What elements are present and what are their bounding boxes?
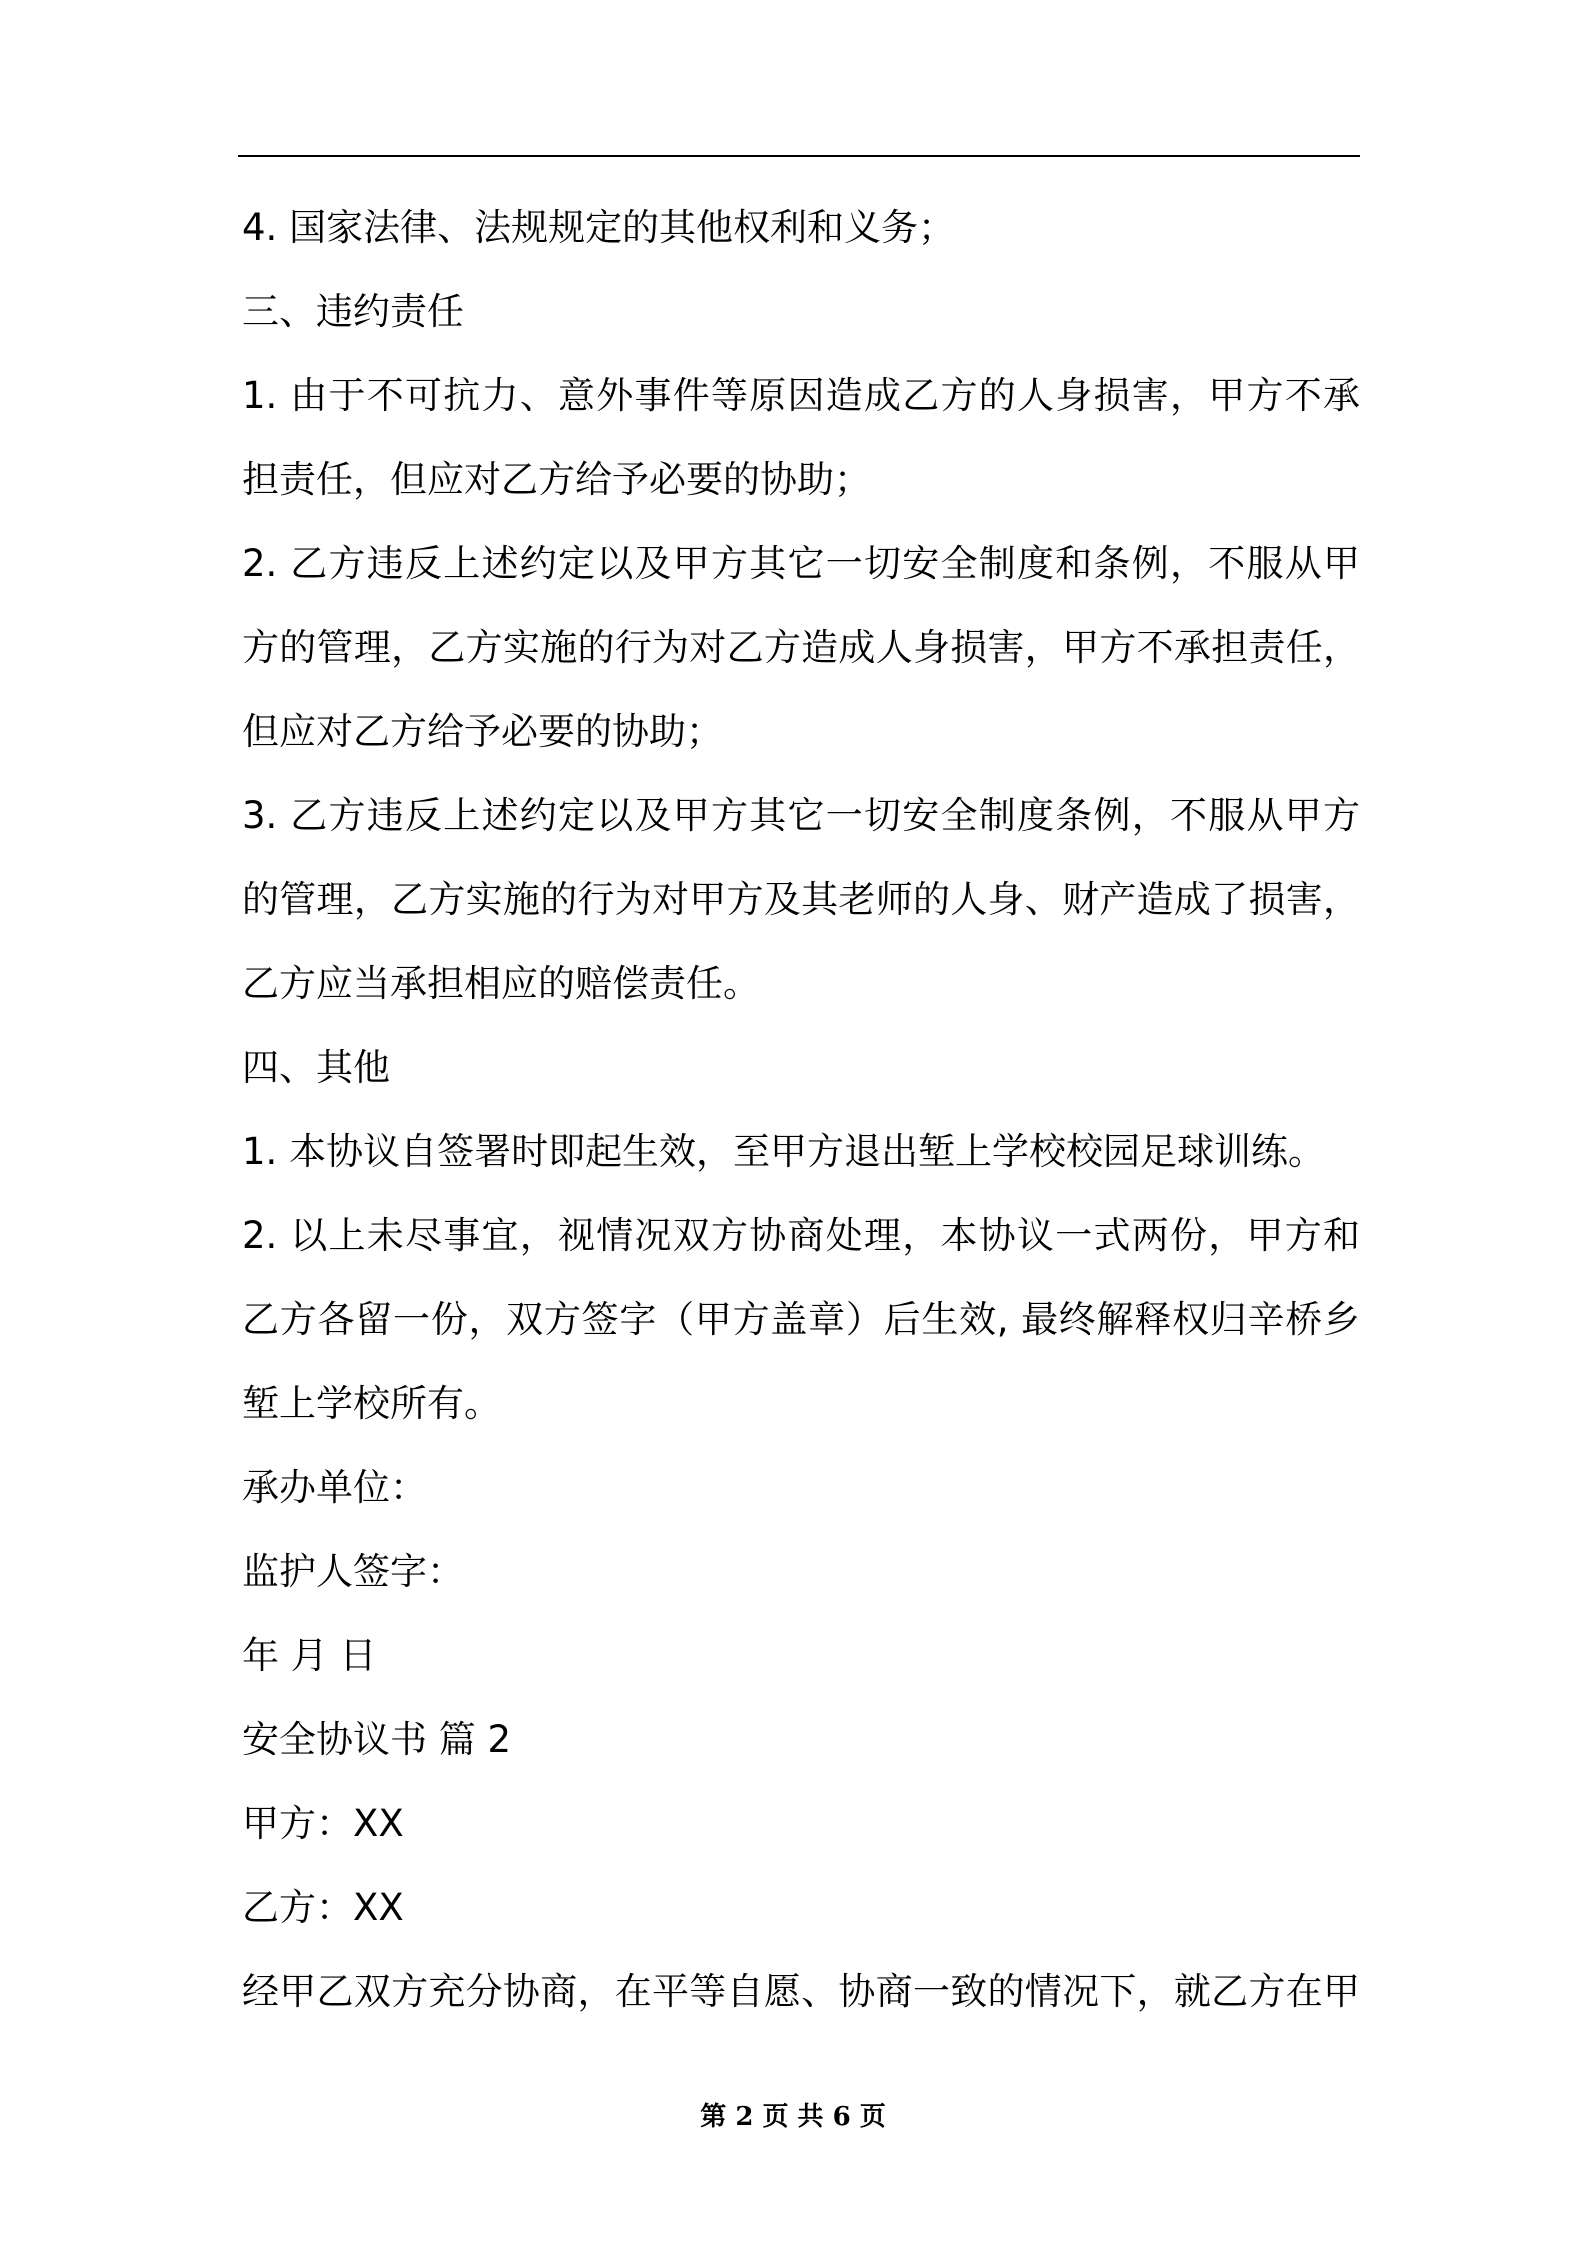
clause-3-item-3 <box>242 774 1360 1026</box>
section-heading-other <box>242 1026 1360 1110</box>
header-rule <box>238 155 1360 157</box>
party-b <box>242 1866 1360 1950</box>
guardian-signature-field <box>242 1530 1360 1614</box>
clause-2-item-4 <box>242 186 1360 270</box>
section-heading: 三、违约责任 <box>242 290 464 333</box>
party-b-label: 乙方：XX <box>242 1886 404 1929</box>
text-line: 堑上学校所有。 <box>242 1382 501 1425</box>
agreement-title <box>242 1698 1360 1782</box>
text-line: 乙方应当承担相应的赔偿责任。 <box>242 962 760 1005</box>
clause-4-item-1 <box>242 1110 1360 1194</box>
clause-3-item-2 <box>242 522 1360 774</box>
clause-3-item-1 <box>242 354 1360 522</box>
text-line: 2. 以上未尽事宜，视情况双方协商处理，本协议一式两份，甲方和 <box>242 1214 1360 1257</box>
text-line: 担责任，但应对乙方给予必要的协助； <box>242 458 871 501</box>
text-line: 1. 由于不可抗力、意外事件等原因造成乙方的人身损害，甲方不承 <box>242 374 1360 417</box>
text-line: 3. 乙方违反上述约定以及甲方其它一切安全制度条例，不服从甲方 <box>242 794 1360 837</box>
clause-4-item-2 <box>242 1194 1360 1446</box>
guardian-signature-label: 监护人签字： <box>242 1550 464 1593</box>
section-heading: 四、其他 <box>242 1046 390 1089</box>
text-line: 的管理，乙方实施的行为对甲方及其老师的人身、财产造成了损害， <box>242 878 1360 921</box>
section-heading-breach-liability <box>242 270 1360 354</box>
text-line: 2. 乙方违反上述约定以及甲方其它一切安全制度和条例，不服从甲 <box>242 542 1360 585</box>
party-a-label: 甲方：XX <box>242 1802 404 1845</box>
organizer-signature-field <box>242 1446 1360 1530</box>
organizer-label: 承办单位： <box>242 1466 427 1509</box>
text-line: 方的管理，乙方实施的行为对乙方造成人身损害，甲方不承担责任， <box>242 626 1360 669</box>
text-line: 乙方各留一份，双方签字（甲方盖章）后生效, 最终解释权归辛桥乡 <box>242 1298 1360 1341</box>
date-field <box>242 1614 1360 1698</box>
party-a <box>242 1782 1360 1866</box>
page-number-footer: 第 2 页 共 6 页 <box>700 2102 886 2132</box>
text-line: 1. 本协议自签署时即起生效，至甲方退出堑上学校校园足球训练。 <box>242 1130 1326 1173</box>
intro-paragraph <box>242 1950 1360 2034</box>
text-line: 经甲乙双方充分协商，在平等自愿、协商一致的情况下，就乙方在甲 <box>242 1970 1360 2013</box>
text-line: 但应对乙方给予必要的协助； <box>242 710 723 753</box>
document-body <box>242 186 1360 2034</box>
text-line: 4. 国家法律、法规规定的其他权利和义务； <box>242 206 956 249</box>
date-label: 年 月 日 <box>242 1634 377 1677</box>
agreement-title-text: 安全协议书 篇 2 <box>242 1718 512 1761</box>
